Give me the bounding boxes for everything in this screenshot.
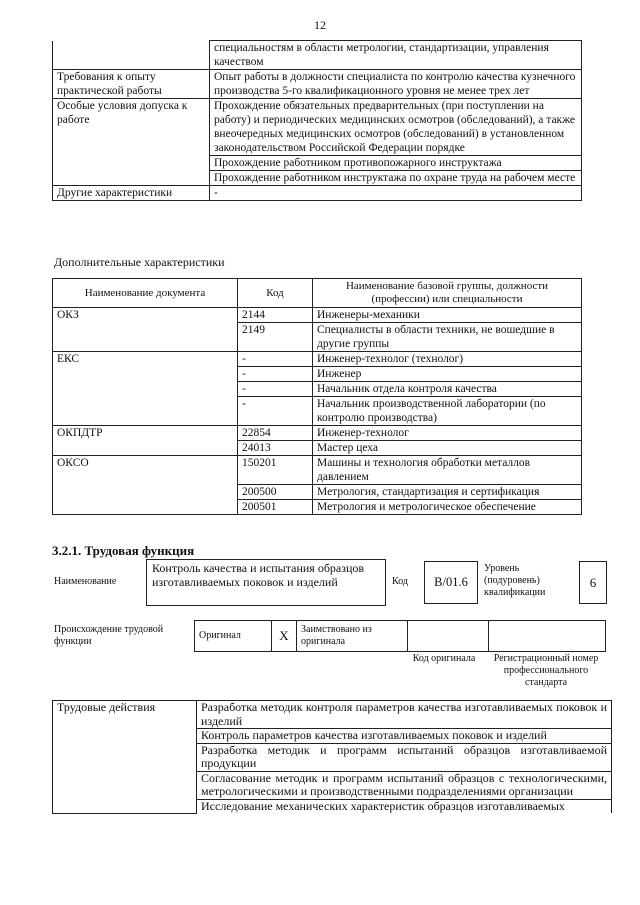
table-row	[53, 70, 582, 99]
actions-label: Трудовые действия	[53, 701, 197, 814]
table-row	[53, 352, 582, 367]
code-cell: -	[238, 352, 313, 367]
document-name: ОКЗ	[53, 308, 238, 352]
name-cell: Инженер-технолог	[313, 426, 582, 441]
registration-number-cell	[489, 621, 606, 652]
code-cell: -	[238, 382, 313, 397]
action-item: Исследование механических характеристик образцов изготавливаемых	[197, 799, 612, 813]
code-cell: -	[238, 367, 313, 382]
requirement-value: Прохождение обязательных предварительных (при поступлении на работу) и периодических медицинских осмотров (обследований), а также внеочередных медицинских осмотров (обследований) в установленном законодательством Российской Федерации порядке	[210, 99, 582, 156]
code-cell: 200500	[238, 485, 313, 500]
table-row	[53, 186, 582, 201]
requirement-value: -	[210, 186, 582, 201]
qualification-level-box: 6	[579, 561, 607, 604]
original-label-cell: Оригинал	[195, 621, 272, 652]
additional-characteristics-title: Дополнительные характеристики	[54, 255, 225, 269]
requirement-label: Особые условия допуска к работе	[53, 99, 210, 186]
column-header-code: Код	[238, 279, 313, 308]
table-header-row	[53, 279, 582, 308]
column-header-document: Наименование документа	[53, 279, 238, 308]
function-name-label: Наименование	[54, 576, 117, 587]
origin-code-cell	[408, 621, 489, 652]
labor-actions-table	[52, 700, 612, 814]
action-item: Разработка методик и программ испытаний образцов изготавливаемой продукции	[197, 743, 612, 771]
column-header-name: Наименование базовой группы, должности (профессии) или специальности	[313, 279, 582, 308]
table-row	[53, 308, 582, 323]
code-cell: 24013	[238, 441, 313, 456]
code-cell: 22854	[238, 426, 313, 441]
requirements-table	[52, 40, 582, 201]
table-row	[53, 701, 612, 729]
requirement-value: специальностям в области метрологии, стандартизации, управления качеством	[210, 41, 582, 70]
function-origin-table	[194, 620, 606, 652]
code-cell: 2149	[238, 323, 313, 352]
table-row	[53, 426, 582, 441]
requirement-label: Другие характеристики	[53, 186, 210, 201]
table-row	[53, 99, 582, 156]
code-cell: 2144	[238, 308, 313, 323]
table-row	[53, 41, 582, 70]
code-cell: -	[238, 397, 313, 426]
requirement-value: Прохождение работником инструктажа по охране труда на рабочем месте	[210, 171, 582, 186]
additional-characteristics-table	[52, 278, 582, 515]
table-row	[195, 621, 606, 652]
name-cell: Начальник отдела контроля качества	[313, 382, 582, 397]
requirement-label: Требования к опыту практической работы	[53, 70, 210, 99]
action-item: Согласование методик и программ испытаний образцов с технологическими, метрологическими и производственными подразделениями организации	[197, 771, 612, 799]
name-cell: Инженер-технолог (технолог)	[313, 352, 582, 367]
document-name: ОКСО	[53, 456, 238, 515]
action-item: Разработка методик контроля параметров качества изготавливаемых поковок и изделий	[197, 701, 612, 729]
section-title: 3.2.1. Трудовая функция	[52, 543, 195, 558]
original-mark-cell: X	[272, 621, 297, 652]
name-cell: Метрология, стандартизация и сертификация	[313, 485, 582, 500]
requirement-label	[53, 41, 210, 70]
function-code-label: Код	[392, 576, 408, 587]
document-name: ОКПДТР	[53, 426, 238, 456]
function-name-box: Контроль качества и испытания образцов изготавливаемых поковок и изделий	[146, 559, 386, 606]
name-cell: Метрология и метрологическое обеспечение	[313, 500, 582, 515]
borrowed-label-cell: Заимствовано из оригинала	[297, 621, 408, 652]
requirement-value: Прохождение работником противопожарного инструктажа	[210, 156, 582, 171]
name-cell: Начальник производственной лаборатории (по контролю производства)	[313, 397, 582, 426]
name-cell: Мастер цеха	[313, 441, 582, 456]
document-name: ЕКС	[53, 352, 238, 426]
name-cell: Инженеры-механики	[313, 308, 582, 323]
name-cell: Инженер	[313, 367, 582, 382]
name-cell: Машины и технология обработки металлов давлением	[313, 456, 582, 485]
table-row	[53, 456, 582, 485]
function-origin-label: Происхождение трудовой функции	[54, 624, 164, 647]
requirement-value: Опыт работы в должности специалиста по контролю качества кузнечного производства 5-го квалификационного уровня не менее трех лет	[210, 70, 582, 99]
registration-number-caption: Регистрационный номер профессионального стандарта	[493, 653, 599, 688]
page-number: 12	[314, 18, 326, 32]
action-item: Контроль параметров качества изготавливаемых поковок и изделий	[197, 729, 612, 744]
qualification-level-label: Уровень (подуровень) квалификации	[484, 563, 546, 598]
function-code-box: B/01.6	[424, 561, 478, 604]
name-cell: Специалисты в области техники, не вошедшие в другие группы	[313, 323, 582, 352]
origin-code-caption: Код оригинала	[412, 653, 476, 664]
code-cell: 150201	[238, 456, 313, 485]
code-cell: 200501	[238, 500, 313, 515]
